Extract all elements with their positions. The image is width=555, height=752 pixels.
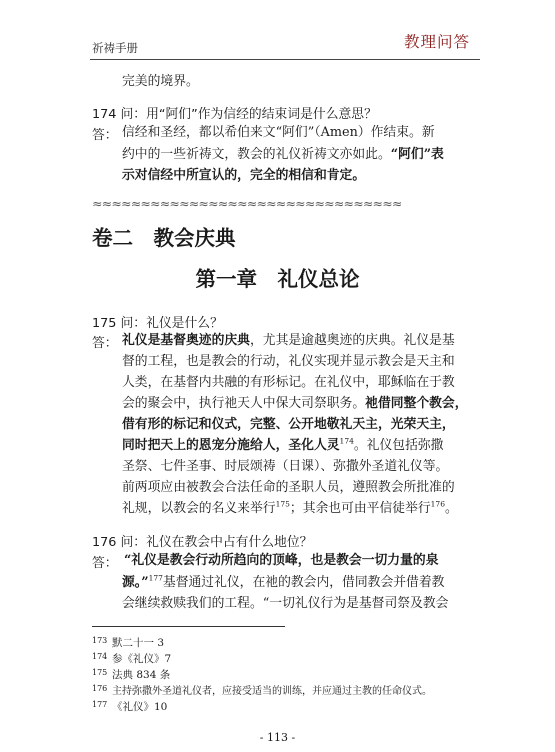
answer-line: 会继续救赎我们的工程。“一切礼仪行为是基督司祭及教会 <box>122 596 449 611</box>
question-174: 174 问：用“阿们”作为信经的结束词是什么意思？ <box>92 107 377 122</box>
chapter-title: 第一章 礼仪总论 <box>195 267 360 291</box>
separator: ≈≈≈≈≈≈≈≈≈≈≈≈≈≈≈≈≈≈≈≈≈≈≈≈≈≈≈≈≈≈≈≈ <box>92 196 402 211</box>
running-header <box>90 30 480 60</box>
question-176: 176 问：礼仪在教会中占有什么地位？ <box>92 535 313 550</box>
footnote-ref: 174 <box>339 436 354 446</box>
answer-line: 同时把天上的恩宠分施给人，圣化人灵$^{174}$。礼仪包括弥撒 <box>122 436 444 453</box>
text-line: 完美的境界。 <box>122 74 199 89</box>
answer-label: 答： <box>92 336 118 351</box>
part-title: 卷二 教会庆典 <box>92 226 236 250</box>
answer-line: 礼规，以教会的名义来举行$^{175}$；其余也可由平信徒举行$^{176}$。 <box>122 499 458 516</box>
answer-label: 答： <box>92 556 118 571</box>
answer-line: 会的聚会中，执行祂天人中保大司祭职务。祂借同整个教会， <box>122 396 468 411</box>
answer-line: 示对信经中所宣认的，完全的相信和肯定。 <box>122 168 366 183</box>
footnote-ref: 176 <box>430 499 445 509</box>
answer-line: 源。”$^{177}$基督通过礼仪，在祂的教会内，借同教会并借着教 <box>122 573 445 590</box>
book-title: 祈祷手册 <box>92 41 138 55</box>
answer-line: 督的工程，也是教会的行动，礼仪实现并显示教会是天主和 <box>122 354 455 369</box>
page-number: - 113 - <box>259 731 296 744</box>
answer-line: 人类，在基督内共融的有形标记。在礼仪中，耶稣临在于教 <box>122 375 455 390</box>
footnote: 176 主持弥撒外圣道礼仪者，应接受适当的训练，并应通过主教的任命仪式。 <box>92 684 432 697</box>
answer-line: “礼仪是教会行动所趋向的顶峰，也是教会一切力量的泉 <box>124 553 439 568</box>
header-rule <box>90 59 480 60</box>
question-175: 175 问：礼仪是什么？ <box>92 316 223 331</box>
footnote-ref: 175 <box>275 499 290 509</box>
footnote: 174 参《礼仪》7 <box>92 652 172 665</box>
answer-line: 借有形的标记和仪式，完整、公开地敬礼天主，光荣天主， <box>122 417 455 432</box>
footnote: 173 默二十一 3 <box>92 636 165 649</box>
section-title: 教理问答 <box>403 33 470 51</box>
answer-line: 信经和圣经，都以希伯来文“阿们”（Amen）作结束。新 <box>122 125 435 140</box>
answer-line: 约中的一些祈祷文，教会的礼仪祈祷文亦如此。“阿们”表 <box>122 147 444 162</box>
answer-line: 礼仪是基督奥迹的庆典，尤其是逾越奥迹的庆典。礼仪是基 <box>122 333 455 348</box>
answer-label: 答： <box>92 128 118 143</box>
answer-line: 圣祭、七件圣事、时辰颂祷（日课）、弥撒外圣道礼仪等。 <box>122 459 449 474</box>
footnote: 177 《礼仪》10 <box>92 700 168 713</box>
footnote: 175 法典 834 条 <box>92 668 171 681</box>
answer-line: 前两项应由被教会合法任命的圣职人员，遵照教会所批准的 <box>122 480 455 495</box>
footnote-ref: 177 <box>148 573 163 583</box>
footnote-rule <box>92 626 285 627</box>
